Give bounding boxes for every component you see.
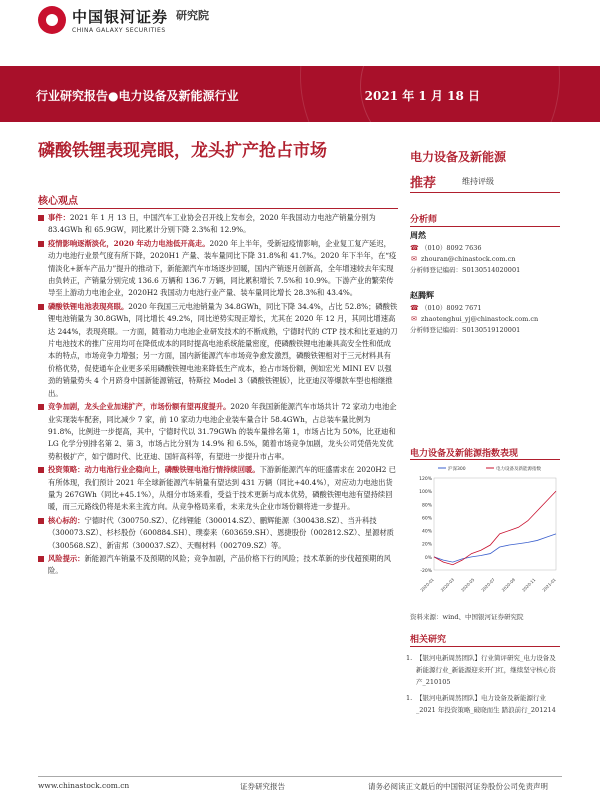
y-tick-label: 100%: [419, 490, 432, 496]
series-line: [434, 534, 556, 562]
x-tick-label: 2020-07: [480, 577, 496, 593]
y-tick-label: 120%: [419, 477, 432, 482]
footer-website[interactable]: www.chinastock.com.cn: [38, 781, 130, 790]
report-banner: [0, 66, 600, 122]
analyst-phone: （010）8092 7671: [421, 304, 482, 312]
analyst-name: 赵腾辉: [410, 290, 434, 300]
analyst-name: 周然: [410, 230, 426, 240]
core-view-item-heading: 疫情影响逐渐淡化，2020 年动力电池低开高走。: [48, 238, 210, 248]
chart-heading: 电力设备及新能源指数表现: [410, 449, 519, 459]
phone-icon: ☎: [410, 244, 419, 252]
legend-label: 沪深300: [448, 467, 466, 472]
x-tick-label: 2020-05: [460, 577, 476, 593]
legend-label: 电力设备及新能源指数: [496, 467, 541, 472]
related-heading: 相关研究: [410, 635, 447, 645]
analyst-card: [410, 230, 570, 276]
email-icon: ✉: [411, 315, 417, 323]
report-category: 行业研究报告●电力设备及新能源行业: [36, 89, 239, 103]
chart-frame: [434, 478, 556, 570]
analyst-email[interactable]: zhaotenghui_yj@chinastock.com.cn: [421, 315, 539, 323]
related-item[interactable]: 1. 【银河电新周然团队】电力设备及新能源行业_2021 年投资策略_破晓而生 踏浪前行_201214: [410, 692, 560, 716]
analyst-email[interactable]: zhouran@chinastock.com.cn: [421, 255, 516, 263]
core-view-item: [38, 301, 398, 400]
analyst-cert: 分析师登记编码：S0130514020001: [410, 266, 521, 274]
core-view-heading: 核心观点: [38, 196, 78, 207]
footer-divider: [38, 776, 562, 777]
rating-sub-label: 维持评级: [462, 177, 494, 186]
core-view-item: [38, 464, 398, 514]
divider: [38, 208, 398, 209]
core-view-list: [38, 212, 398, 579]
index-chart: [410, 460, 562, 606]
core-view-item: [38, 401, 398, 463]
y-tick-label: 0%: [424, 555, 432, 561]
core-view-item-text: 下游新能源汽车的旺盛需求在 2020H2 已有所体现，我们预计 2021 年全球新能源汽车销量有望达到 431 万辆（同比+40.4%），对应动力电池出货量为 267GWh（同比+45.1%），从细分市场来看，受益于技术更新与成本优势，磷酸铁锂电池有望持续回暖，而三元路线仍将是未来主流方向。从竞争格局来看，未来龙头企业市场份额将进一步提升。: [48, 465, 396, 512]
related-list: [410, 648, 560, 716]
industry-label: 电力设备及新能源: [410, 150, 507, 164]
company-logo: [38, 6, 209, 34]
report-date: 2021 年 1 月 18 日: [364, 89, 480, 103]
logo-name-en: CHINA GALAXY SECURITIES: [72, 27, 166, 34]
y-tick-label: -20%: [420, 569, 432, 574]
core-view-item-heading: 竞争加剧，龙头企业加速扩产，市场份额有望再度提升。: [48, 402, 231, 412]
y-tick-label: 60%: [421, 516, 432, 522]
x-tick-label: 2021-01: [541, 577, 557, 593]
core-view-item-heading: 核心标的：: [48, 515, 85, 525]
x-tick-label: 2020-09: [500, 577, 517, 593]
logo-mark-icon: [38, 6, 66, 34]
analyst-cert: 分析师登记编码：S0130519120001: [410, 326, 521, 334]
y-tick-label: 20%: [421, 542, 432, 548]
index-chart-svg: [410, 460, 562, 606]
core-view-item-text: 新能源汽车销量不及预期的风险；竞争加剧，产品价格下行的风险；技术革新的步伐超预期的风险。: [48, 553, 391, 576]
x-tick-label: 2020-11: [521, 577, 537, 593]
core-view-item: [38, 553, 398, 578]
email-icon: ✉: [411, 255, 417, 263]
core-view-item: [38, 212, 398, 237]
divider: [410, 192, 560, 193]
footer-center: 证券研究报告: [240, 782, 285, 791]
core-view-item-text: 宁德时代（300750.SZ）、亿纬锂能（300014.SZ）、鹏辉能源（300438.SZ）、当升科技（300073.SZ）、杉杉股份（600884.SH）、璞泰来（603659.SH）、恩捷股份（002812.SZ）、星源材质（300568.SZ）、新宙邦（300037.SZ）、天赐材料（002709.SZ）等。: [48, 515, 394, 550]
analyst-card: [410, 290, 570, 336]
chart-source: 资料来源：wind、中国银河证券研究院: [410, 613, 524, 621]
divider: [410, 646, 560, 647]
core-view-item: [38, 238, 398, 300]
footer-disclaimer: 请务必阅读正文最后的中国银河证券股份公司免责声明: [368, 782, 548, 791]
core-view-item-heading: 磷酸铁锂电池表现亮眼。: [48, 301, 129, 311]
phone-icon: ☎: [410, 304, 419, 312]
related-item[interactable]: 1. 【银河电新周然团队】行业简评研究_电力设备及新能源行业_新能源迎来开门红，继续坚守核心资产_210105: [410, 652, 560, 688]
x-tick-label: 2020-03: [439, 577, 456, 593]
report-title: 磷酸铁锂表现亮眼，龙头扩产抢占市场: [38, 141, 327, 161]
x-tick-label: 2020-01: [419, 577, 435, 593]
core-view-item: [38, 515, 398, 552]
core-view-item-text: 2020 年我国新能源汽车市场共计 72 家动力电池企业实现装车配套，同比减少 7 家，前 10 家动力电池企业装车量合计 58.4GWh，占总装车量比例为 91.8%，比例进一步提高，其中，宁德时代以 31.79GWh 的装车量排名第 1，市场占比为 50%，比亚迪和 LG 化学分别排名第 2、第 3，市场占比分别为 14.9% 和 6.5%，随着市场竞争加剧，龙头公司凭借先发优势积极扩产，如宁德时代、比亚迪、国轩高科等，有望进一步提升市占率。: [48, 402, 397, 461]
core-view-item-heading: 投资策略：动力电池行业企稳向上，磷酸铁锂电池行情持续回暖。: [48, 465, 260, 475]
core-view-item-text: 2020 年我国三元电池销量为 34.8GWh，同比下降 34.4%，占比 52.8%；磷酸铁锂电池销量为 30.8GWh，同比增长 49.2%，同比逆势实现正增长，尤其在 2020 年 12 月，其同比增速高达 244%，表现亮眼。一方面，随着动力电池企业研发技术的不断成熟，宁德时代的 CTP 技术和比亚迪的刀片电池技术的推广应用均可在降低成本的同时提高电池系统能量密度，使磷酸铁锂电池兼具高安全性和低成本的特点，市场竞争力增强；另一方面，国内新能源汽车市场竞争愈发激烈，磷酸铁锂相对于三元材料具有价格优势，促使通车企业更多采用磷酸铁锂电池来降低生产成本，抢占市场份额，例如宏光 MINI EV 以强劲的销量势头 4 个月跻身中国新能源销冠，特斯拉 Model 3（磷酸铁锂版），比亚迪汉等爆款车型也相继推出。: [48, 301, 398, 398]
y-tick-label: 40%: [421, 529, 432, 535]
institute-label: 研究院: [176, 9, 210, 22]
core-view-item-heading: 事件：: [48, 213, 70, 222]
core-view-item-text: 2021 年 1 月 13 日，中国汽车工业协会召开线上发布会，2020 年我国动力电池产销量分别为 83.4GWh 和 65.9GW，同比累计分别下降 2.3%和 12.9%。: [48, 213, 376, 235]
y-tick-label: 80%: [421, 503, 432, 509]
logo-name-cn: 中国银河证券: [72, 8, 169, 26]
rating-label: 推荐: [410, 176, 437, 191]
series-line: [434, 491, 556, 565]
core-view-item-heading: 风险提示：: [48, 553, 85, 563]
core-view-item-text: 2020 年上半年，受新冠疫情影响，企业复工复产延迟，动力电池行业景气度有所下降，2020H1 产量、装车量同比下降 31.8%和 41.7%。2020 年下半年，在“疫情淡化+新车产品力”提升的推动下，新能源汽车市场逐步回暖，国内产销逐月创新高，全年增速较去年实现由负转正，产销量分别完成 136.6 万辆和 136.7 万辆，同比累积增长 7.5%和 10.9%。下游产业的繁荣传导至上游动力电池企业，2020H2 我国动力电池行业产量、装车量同比增长 28.3%和 43.4%。: [48, 238, 397, 298]
analysts-heading: 分析师: [410, 215, 438, 225]
analyst-phone: （010）8092 7636: [421, 244, 482, 252]
divider: [410, 226, 560, 227]
